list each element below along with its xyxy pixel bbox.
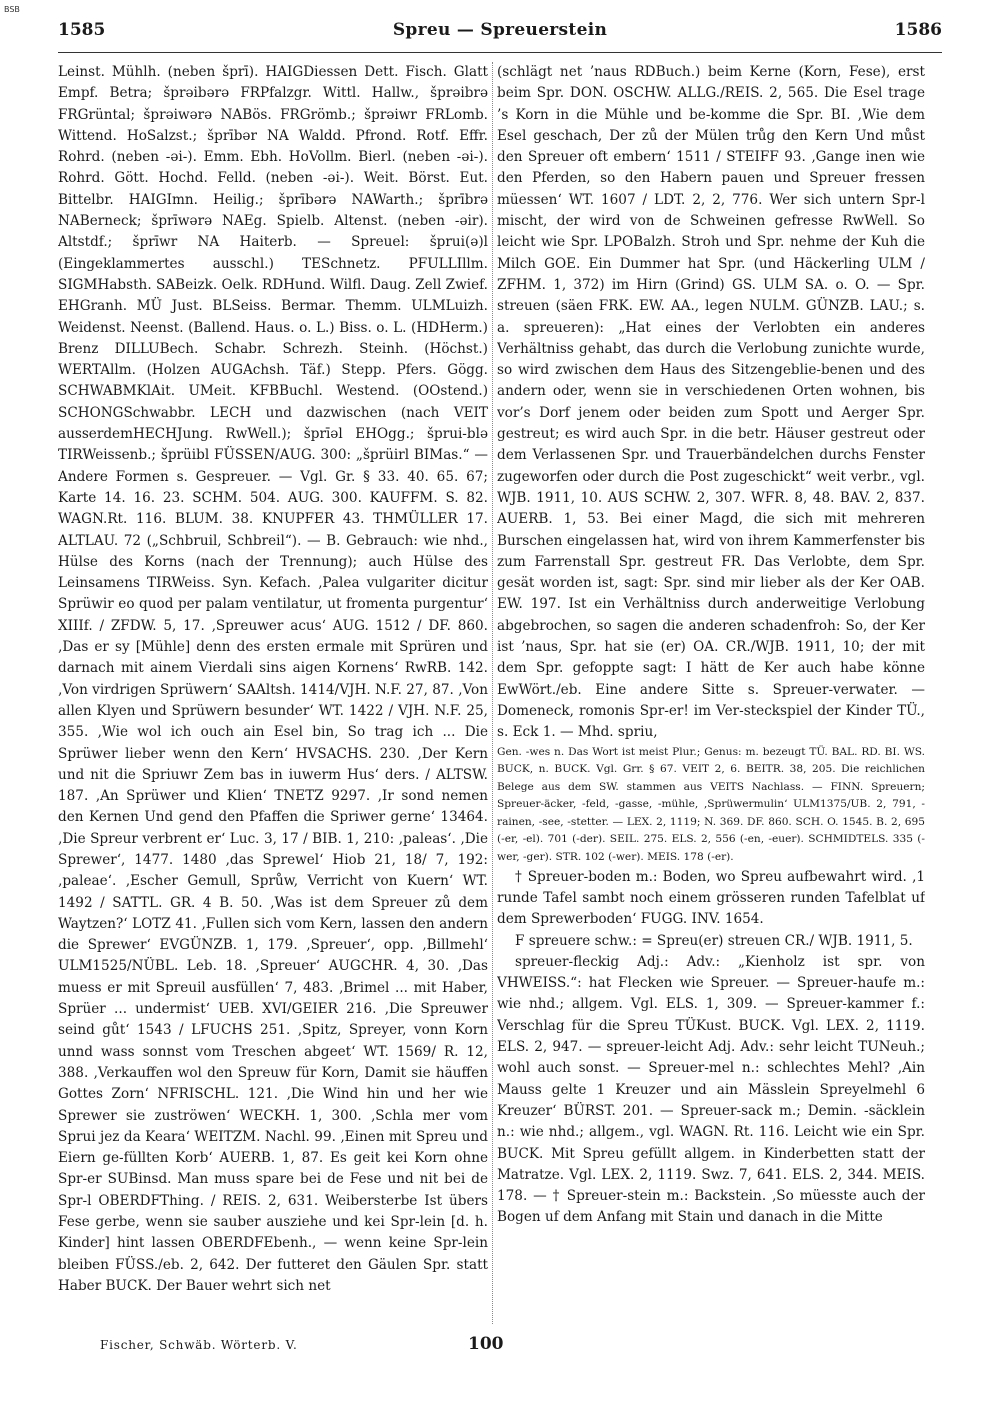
running-title: Spreu — Spreuerstein [392,20,608,40]
right-paragraph-continuation: (schlägt net ’naus RDBuch.) beim Kerne (Korn, Fese), erst beim Spr. DON. OSCHW. ALLG./REIS. 2, 565. Die Esel trage ’s Korn in die Mühle und be-komme die Spr. BI. ‚Wie dem Esel geschach, Der zů der Mülen trůg den Kern Und můst den Spreuer oft embern‘ 1511 / STEIFF 93. ‚Gange inen wie den Pferden, so den Habern pauen und Spreuer fressen müessen‘ WT. 1607 / LDT. 2, 2, 776. Wer sich untern Spr-l mischt, der wird von de Schweinen gefresse RwWell. So leicht wie Spr. LPOBalzh. Stroh und Spr. nehme der Kuh die Milch GOE. Ein Dummer hat Spr. (und Häckerling ULM / ZFHM. 1, 372) im Hirn (Grind) GS. ULM SA. o. O. — Spr. streuen (säen FRK. EW. AA., legen NULM. GÜNZB. LAU.; s. a. spreueren): „Hat eines der Verlobten ein anderes Verhältniss gehabt, das durch die Verlobung zunichte wurde, so wird zwischen dem Haus des Sitzengeblie-benen und des andern oder, wenn sie in verschiedenen Orten wohnen, bis vor’s Dorf jenem oder beiden zum Spott und Aerger Spr. gestreut; es wird auch Spr. in die betr. Häuser gestreut oder dem Verlassenen Spr. und Trauerbändelchen durchs Fenster zugeworfen oder durch die Post zugeschickt“ weit verbr., vgl. WJB. 1911, 10. AUS SCHW. 2, 307. WFR. 8, 48. BAV. 2, 837. AUERB. 1, 53. Bei einer Magd, die sich mit mehreren Burschen eingelassen hat, wird von ihrem Kammerfenster bis zum Farrenstall Spr. gestreut FR. Das Verlobte, dem Spr. gesät worden ist, sagt: Spr. sind mir lieber als der Ker OAB. EW. 197. Ist ein Verhältniss durch anderweitige Verlobung abgebrochen, so sagen die anderen schadenfroh: So, der Ker ist ’naus, Spr. hat sie (er) OA. CR./WJB. 1911, 10; der mit dem Spr. gefoppte sagt: I hätt de Ker auch habe könne EwWört./eb. Eine andere Sitte s. Spreuer-verwater. — Domeneck, romonis Spr-er! im Ver-steckspiel der Kinder TÜ., s. Eck 1. — Mhd. spriu, [497,64,925,741]
left-paragraph: Leinst. Mühlh. (neben šprī). HAIGDiessen Dett. Fisch. Glatt Empf. Betra; šprəibərə FRPfalzgr. Wittl. Hallw., šprəibrə FRGrüntal; šprəiwərə NABös. FRGrömb.; šprəiwr FRLomb. Wittend. HoSalzst.; šprībər NA Waldd. Pfrond. Rotf. Effr. Rohrd. (neben -əi-). Emm. Ebh. HoVollm. Bierl. (neben -əi-). Rohrd. Gött. Hochd. Felld. (neben -əi-). Weit. Börst. Eut. Bittelbr. HAIGImn. Heilig.; šprībərə NAWarth.; šprībrə NABerneck; šprīwərə NAEg. Spielb. Altenst. (neben -əir). Altstdf.; šprīwr NA Haiterb. — Spreuel: šprui(ə)l (Eingeklammertes ausschl.) TESchnetz. PFULLIllm. SIGMHabsth. SABeizk. Oelk. RDHund. Wilfl. Daug. Zell Zwief. EHGranh. MÜ Just. BLSeiss. Bermar. Themm. ULMLuizh. Weidenst. Neenst. (Ballend. Haus. o. L.) Biss. o. L. (HDHerm.) Brenz DILLUBech. Schabr. Schrezh. Steinh. (Höchst.) WERTAllm. (Holzen AUGAchsh. Täf.) Stepp. Pfers. Gögg. SCHWABMKlAit. UMeit. KFBBuchl. Westend. (OOstend.) SCHONGSchwabbr. LECH und dazwischen (nach VEIT ausserdemHECHJung. RwWell.); šprīəl EHOgg.; šprui-blə TIRWeissenb.; šprüibl FÜSSEN/AUG. 300: „šprüirl BIMas.“ — Andere Formen s. Gespreuer. — Vgl. Gr. § 33. 40. 65. 67; Karte 14. 16. 23. SCHM. 504. AUG. 300. KAUFFM. S. 82. WAGN.Rt. 116. BLUM. 38. KNUPFER 43. THMÜLLER 17. ALTLAU. 72 („Schbruil, Schbreil“). — B. Gebrauch: wie nhd., Hülse des Korns (nach der Trennung); auch Hülse des Leinsamens TIRWeiss. Syn. Kefach. ‚Palea vulgariter dicitur Sprüwir eo quod per palam ventilatur, ut fromenta purgentur‘ XIIIf. / ZFDW. 5, 17. ‚Spreuwer acus‘ AUG. 1512 / DF. 860. ‚Das er sy [Mühle] denn des ersten ermale mit Sprüren und darnach mit ainem Vierdali sins aigen Kornens‘ RwRB. 142. ‚Von virdrigen Sprüwern‘ SAAltsh. 1414/VJH. N.F. 27, 87. ‚Von allen Klyen und Sprüwern besunder‘ WT. 1422 / VJH. N.F. 25, 355. ‚Wie wol ich ouch ain Esel bin, So trag ich ... Die Sprüwer lieber wenn den Kern‘ HVSACHS. 230. ‚Der Kern und nit die Spriuwr Zem bas in iuwerm Hus‘ ders. / ALTSW. 187. ‚An Sprüwer und Klien‘ TNETZ 9297. ‚Ir sond nemen den Kernen Und gend den Pfaffen die Spriwer gerne‘ 13464. ‚Die Spreur verbrent er‘ Luc. 3, 17 / BIB. 1, 210: ‚paleas‘. ‚Die Sprewer‘, 1477. 1480 ‚das Sprewel‘ Hiob 21, 18/ 7, 192: ‚paleae‘. ‚Escher Gemull, Sprůw, Verricht von Kuern‘ WT. 1492 / SATTL. GR. 4 B. 50. ‚Was ist dem Spreuer zů dem Waytzen?‘ LOTZ 41. ‚Fullen sich vom Kern, lassen den andern die Sprewer‘ EVGÜNZB. 1, 179. ‚Spreuer‘, opp. ‚Billmehl‘ ULM1525/NÜBL. Leb. 18. ‚Spreuer‘ AUGCHR. 4, 30. ‚Das muess er mit Spreuil ausfüllen‘ 7, 483. ‚Brimel ... mit Haber, Sprüer ... undermist‘ UEB. XVI/GEIER 216. ‚Die Spreuwer seind gůt‘ 1543 / LFUCHS 251. ‚Spitz, Spreyer, vonn Korn unnd wass sonnst vom Treschen abgeet‘ WT. 1569/ R. 12, 388. ‚Verkauffen wol den Spreuw für Korn, Damit sie häuffen Gottes Zorn‘ NFRISCHL. 121. ‚Die Wind hin und her wie Sprewer sie zuströwen‘ WECKH. 1, 300. ‚Schla mer vom Sprui jez da Keara‘ WEITZM. Nachl. 99. ‚Einen mit Spreu und Eiern ge-füllten Korb‘ AUERB. 1, 87. Es geit kei Korn ohne Spr-er SUBinsd. Man muss spare bei de Fese und nit bei de Spr-l OBERDFThing. / REIS. 2, 631. Weibersterbe Ist übers Fese gerbe, wenn sie sauber ausziehe und kei Spr-lein [d. h. Kinder] hint lassen OBERDFEbenh., — wenn keine Spr-lein bleiben FÜSS./eb. 2, 642. Der futteret den Gäulen Spr. statt Haber BUCK. Der Bauer wehrt sich net [58,64,488,1294]
right-page-number: 1586 [894,20,942,40]
library-stamp: BSB [4,5,20,14]
footer-source: Fischer, Schwäb. Wörterb. V. [100,1338,298,1352]
page-header [58,20,942,46]
entry-spreuer-fleckig: spreuer-fleckig Adj.: Adv.: „Kienholz ist spr. von VHWEISS.“: hat Flecken wie Spreuer. — Spreuer-haufe m.: wie nhd.; allgem. Vgl. ELS. 1, 309. — Spreuer-kammer f.: Verschlag für die Spreu TÜKust. BUCK. Vgl. LEX. 2, 1119. ELS. 2, 947. — spreuer-leicht Adj. Adv.: sehr leicht TUNeuh.; wohl auch sonst. — Spreuer-mel n.: schlechtes Mehl? ‚Ain Mauss gelte 1 Kreuzer und ain Mässlein Spreyelmehl 6 Kreuzer‘ BÜRST. 201. — Spreuer-sack m.; Demin. -säcklein n.: wie nhd.; allgem., vgl. WAGN. Rt. 116. Leicht wie ein Spr. BUCK. Mit Spreu gefüllt allgem. in Kinderbetten statt der Matratze. Vgl. LEX. 2, 1119. Swz. 7, 641. ELS. 2, 344. MEIS. 178. — † Spreuer-stein m.: Backstein. ‚So müesste auch der Bogen uf dem Anfang mit Stain und danach in die Mitte [497,953,925,1226]
column-divider [492,62,493,1324]
right-paragraph-etymology: Gen. -wes n. Das Wort ist meist Plur.; Genus: m. bezeugt TÜ. BAL. RD. BI. WS. BUCK, n. BUCK. Vgl. Grr. § 67. VEIT 2, 6. BEITR. 38, 205. Die reichlichen Belege aus dem SW. stammen aus VEITS Nachlass. — FINN. Spreuern; Spreuer-äcker, -feld, -gasse, -mühle, ‚Sprüwermulin‘ ULM1375/UB. 2, 791, -rainen, -see, -stetter. — LEX. 2, 1119; N. 369. DF. 860. SCH. O. 1545. B. 2, 695 (-er, -el). 701 (-der). SEIL. 275. ELS. 2, 556 (-en, -euer). SCHMIDTELS. 335 (-wer, -ger). STR. 102 (-wer). MEIS. 178 (-er). [497,745,925,864]
left-column [58,62,488,1324]
header-rule [58,52,942,53]
entry-spreuer-boden: † Spreuer-boden m.: Boden, wo Spreu aufbewahrt wird. ‚1 runde Tafel sambt noch einem grösseren runden Tafelblat uf dem Sprewerboden‘ FUGG. INV. 1654. [497,868,925,928]
right-column [497,62,925,1324]
entry-spreuere: F spreuere schw.: = Spreu(er) streuen CR./ WJB. 1911, 5. [515,932,913,949]
left-page-number: 1585 [58,20,106,40]
footer-signature: 100 [468,1334,504,1354]
page-footer [100,1334,900,1358]
